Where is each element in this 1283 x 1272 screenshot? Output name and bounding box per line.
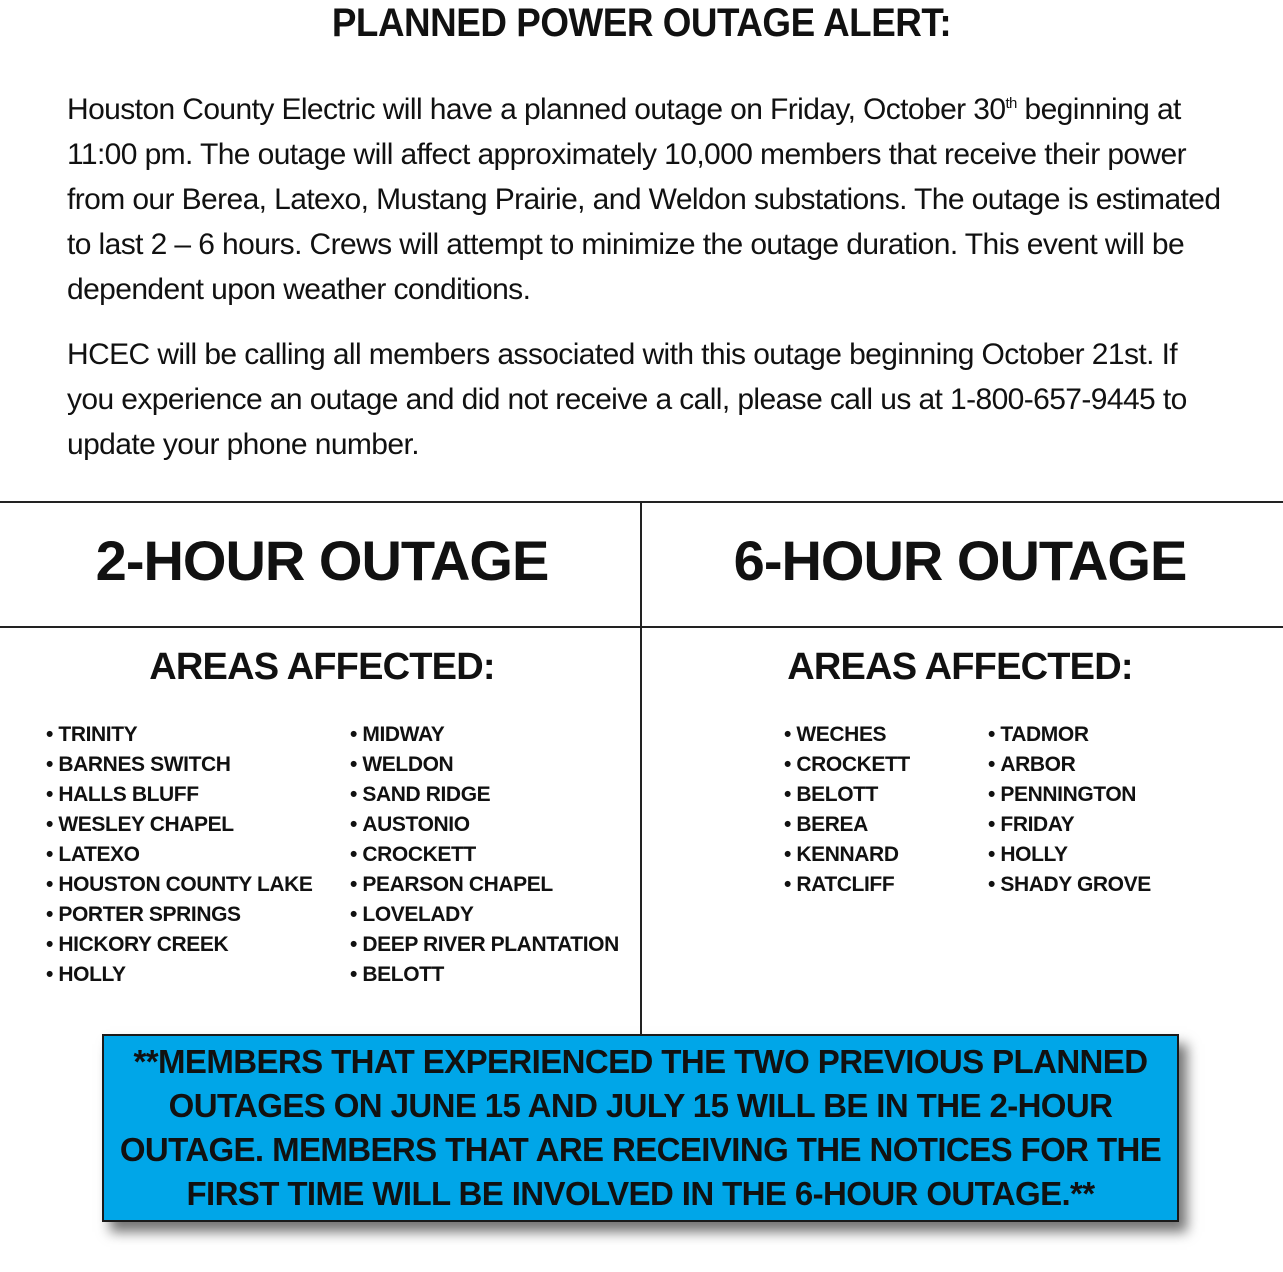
area-item: • KENNARD [784, 840, 910, 870]
notice-box [102, 1034, 1179, 1222]
intro-text-end: beginning at 11:00 pm. The outage will affect approximately 10,000 members that receive their power from our Berea, Latexo, Mustang Prairie, and Weldon substations. The outage is estimated to last 2 – 6 hours. Crews will attempt to minimize the outage duration. This event will be dependent upon weather conditions. [67, 93, 1221, 306]
area-item: • HOUSTON COUNTY LAKE [46, 870, 313, 900]
two-hour-heading: 2-HOUR OUTAGE [95, 529, 549, 592]
area-item: • HOLLY [988, 840, 1151, 870]
area-item: • ARBOR [988, 750, 1151, 780]
area-item: • TRINITY [46, 720, 313, 750]
area-item: • LOVELADY [350, 900, 619, 930]
area-item: • BELOTT [784, 780, 910, 810]
area-item: • DEEP RIVER PLANTATION [350, 930, 619, 960]
area-item: • BEREA [784, 810, 910, 840]
area-item: • BARNES SWITCH [46, 750, 313, 780]
ordinal-suffix: th [1005, 95, 1017, 112]
six-hour-list-col1 [784, 720, 910, 900]
area-item: • WELDON [350, 750, 619, 780]
area-item: • SAND RIDGE [350, 780, 619, 810]
area-item: • PEARSON CHAPEL [350, 870, 619, 900]
area-item: • AUSTONIO [350, 810, 619, 840]
two-hour-list-col2 [350, 720, 619, 990]
area-item: • PORTER SPRINGS [46, 900, 313, 930]
notice-text: **MEMBERS THAT EXPERIENCED THE TWO PREVIOUS PLANNED OUTAGES ON JUNE 15 AND JULY 15 WILL BE IN THE 2-HOUR OUTAGE. MEMBERS THAT ARE RECEIVING THE NOTICES FOR THE FIRST TIME WILL BE INVOLVED IN THE 6-HOUR OUTAGE.** [119, 1043, 1162, 1212]
six-hour-list-col2 [988, 720, 1151, 900]
area-item: • FRIDAY [988, 810, 1151, 840]
area-item: • SHADY GROVE [988, 870, 1151, 900]
page-title: PLANNED POWER OUTAGE ALERT: [331, 1, 952, 45]
area-item: • MIDWAY [350, 720, 619, 750]
area-item: • HICKORY CREEK [46, 930, 313, 960]
intro-text-start: Houston County Electric will have a planned outage on Friday, October 30 [67, 93, 1006, 126]
area-item: • HALLS BLUFF [46, 780, 313, 810]
six-hour-heading: 6-HOUR OUTAGE [733, 529, 1187, 592]
area-item: • BELOTT [350, 960, 619, 990]
area-item: • TADMOR [988, 720, 1151, 750]
area-item: • CROCKETT [350, 840, 619, 870]
contact-paragraph: HCEC will be calling all members associated with this outage beginning October 21st. If you experience an outage and did not receive a call, please call us at 1-800-657-9445 to update your phone number. [67, 338, 1187, 461]
area-item: • WECHES [784, 720, 910, 750]
area-item: • WESLEY CHAPEL [46, 810, 313, 840]
area-item: • CROCKETT [784, 750, 910, 780]
two-hour-areas-heading: AREAS AFFECTED: [149, 646, 495, 688]
two-hour-list-col1 [46, 720, 313, 990]
area-item: • HOLLY [46, 960, 313, 990]
area-item: • RATCLIFF [784, 870, 910, 900]
area-item: • PENNINGTON [988, 780, 1151, 810]
intro-paragraph [67, 87, 1227, 312]
area-item: • LATEXO [46, 840, 313, 870]
six-hour-areas-heading: AREAS AFFECTED: [787, 646, 1133, 688]
